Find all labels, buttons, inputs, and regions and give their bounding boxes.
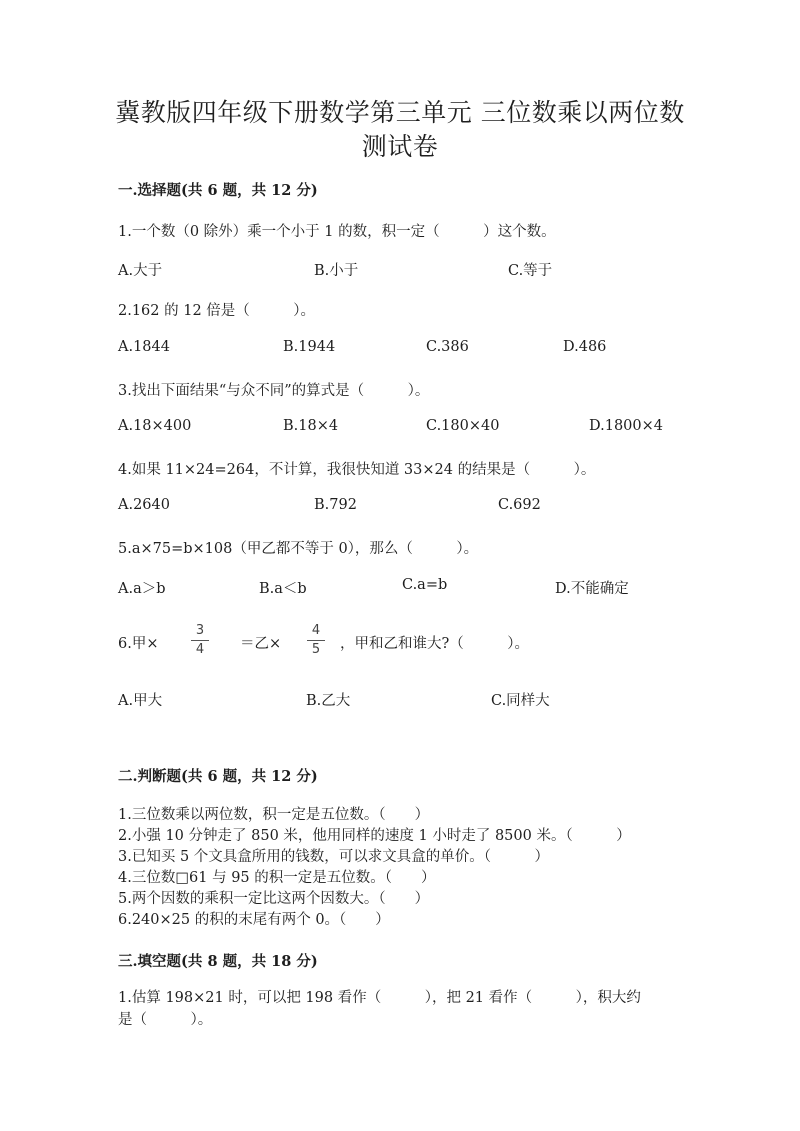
judgement-item-5: 5.两个因数的乘积一定比这两个因数大。（ ） — [118, 891, 430, 907]
q3-option-a[interactable]: A.18×400 — [118, 418, 192, 434]
q3-option-b[interactable]: B.18×4 — [283, 418, 339, 434]
q3-option-c[interactable]: C.180×40 — [426, 418, 500, 434]
page-title-line-1: 冀教版四年级下册数学第三单元 三位数乘以两位数 — [115, 98, 685, 127]
fraction-1-numerator: 3 — [195, 623, 205, 638]
page-title-line-2: 测试卷 — [361, 132, 439, 161]
q2-option-b[interactable]: B.1944 — [283, 339, 336, 355]
q4-option-c[interactable]: C.692 — [498, 497, 541, 513]
fill-question-1-line-2: 是（ ）。 — [118, 1012, 213, 1028]
fraction-2-denominator: 5 — [311, 642, 321, 657]
fraction-1-bar — [191, 640, 209, 641]
q5-option-b[interactable]: B.a＜b — [259, 581, 307, 597]
fraction-2-bar — [307, 640, 325, 641]
fraction-three-quarters — [189, 624, 211, 657]
q2-option-d[interactable]: D.486 — [563, 339, 607, 355]
judgement-item-2: 2.小强 10 分钟走了 850 米，他用同样的速度 1 小时走了 8500 米。（ ） — [118, 828, 631, 844]
q1-option-b[interactable]: B.小于 — [314, 263, 359, 279]
q1-option-a[interactable]: A.大于 — [118, 263, 163, 279]
judgement-item-3: 3.已知买 5 个文具盒所用的钱数，可以求文具盒的单价。（ ） — [118, 849, 550, 865]
question-6-part-1: 6.甲× — [118, 636, 159, 652]
question-2: 2.162 的 12 倍是（ ）。 — [118, 303, 316, 319]
q5-option-a[interactable]: A.a＞b — [118, 581, 166, 597]
judgement-item-6: 6.240×25 的积的末尾有两个 0。（ ） — [118, 912, 390, 928]
question-1: 1.一个数（0 除外）乘一个小于 1 的数，积一定（ ）这个数。 — [118, 224, 556, 240]
q2-option-a[interactable]: A.1844 — [118, 339, 170, 355]
fill-question-1-line-1: 1.估算 198×21 时，可以把 198 看作（ ），把 21 看作（ ），积大约 — [118, 990, 641, 1006]
q3-option-d[interactable]: D.1800×4 — [589, 418, 663, 434]
q5-option-c[interactable]: C.a=b — [402, 577, 448, 593]
q4-option-b[interactable]: B.792 — [314, 497, 357, 513]
judgement-item-4: 4.三位数□61 与 95 的积一定是五位数。（ ） — [118, 870, 436, 886]
question-3: 3.找出下面结果“与众不同”的算式是（ ）。 — [118, 383, 430, 399]
section-heading-fill-blank: 三.填空题(共 8 题，共 18 分) — [118, 953, 318, 970]
question-5: 5.a×75=b×108（甲乙都不等于 0），那么（ ）。 — [118, 541, 479, 557]
q4-option-a[interactable]: A.2640 — [118, 497, 170, 513]
fraction-1-denominator: 4 — [195, 642, 205, 657]
section-heading-choice: 一.选择题(共 6 题，共 12 分) — [118, 182, 318, 199]
question-6-part-2: ＝乙× — [240, 636, 282, 652]
q2-option-c[interactable]: C.386 — [426, 339, 469, 355]
section-heading-judgement: 二.判断题(共 6 题，共 12 分) — [118, 768, 318, 785]
judgement-item-1: 1.三位数乘以两位数，积一定是五位数。（ ） — [118, 807, 430, 823]
q5-option-d[interactable]: D.不能确定 — [555, 581, 629, 597]
q6-option-b[interactable]: B.乙大 — [306, 693, 351, 709]
fraction-four-fifths — [305, 624, 327, 657]
question-4: 4.如果 11×24=264，不计算，我很快知道 33×24 的结果是（ ）。 — [118, 462, 596, 478]
q6-option-a[interactable]: A.甲大 — [118, 693, 163, 709]
fraction-2-numerator: 4 — [311, 623, 321, 638]
question-6-part-3: ，甲和乙和谁大?（ ）。 — [340, 636, 530, 652]
q6-option-c[interactable]: C.同样大 — [491, 693, 550, 709]
q1-option-c[interactable]: C.等于 — [508, 263, 553, 279]
